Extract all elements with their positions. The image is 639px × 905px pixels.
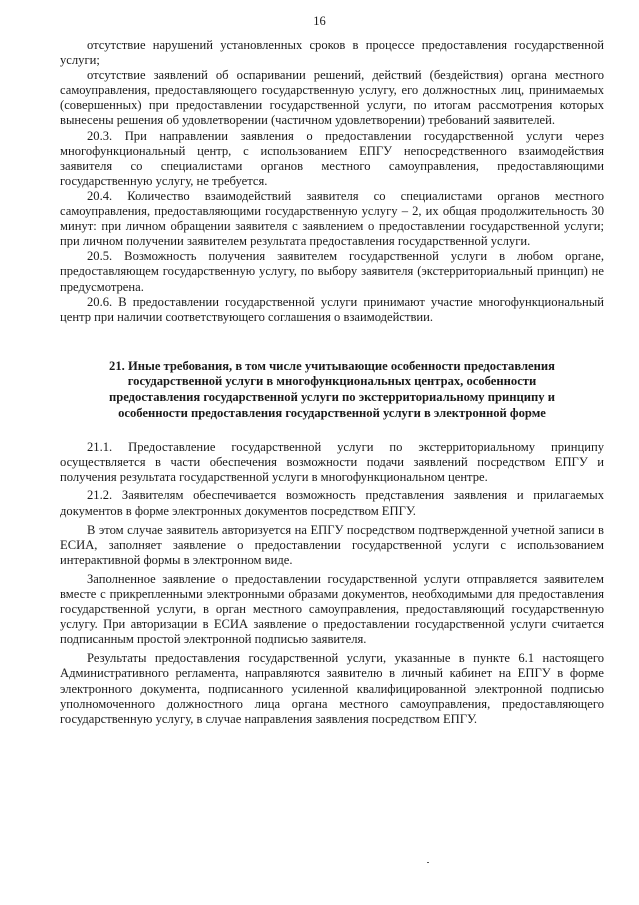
paragraph: 21.2. Заявителям обеспечивается возможность представления заявления и прилагаемых документов в форме электронных документов посредством ЕПГУ. (60, 488, 604, 518)
paragraph: отсутствие заявлений об оспаривании решений, действий (бездействия) органа местного самоуправления, предоставляющего государственную услугу, его должностных лиц, принимаемых (совершенных) при предоставлении государственной услуги, по итогам рассмотрения которых вынесены решения об удовлетворении (частичном удовлетворении) требований заявителей. (60, 68, 604, 128)
paragraph: отсутствие нарушений установленных сроков в процессе предоставления государственной услуги; (60, 38, 604, 68)
paragraph: 21.1. Предоставление государственной услуги по экстерриториальному принципу осуществляется в части обеспечения возможности подачи заявлений посредством ЕПГУ и получения результата государственной услуги в многофункциональном центре. (60, 440, 604, 485)
section-heading: 21. Иные требования, в том числе учитывающие особенности предоставления государственной услуги в многофункциональных центрах, особенности предоставления государственной услуги по экстерриториальному принципу и особенности предоставления государственной услуги в электронной форме (108, 358, 555, 420)
paragraph: 20.3. При направлении заявления о предоставлении государственной услуги через многофункциональный центр, с использованием ЕПГУ непосредственного взаимодействия заявителя со специалистами органов местного самоуправления, предоставляющими государственную услугу, не требуется. (60, 128, 604, 188)
paragraph: Заполненное заявление о предоставлении государственной услуги отправляется заявителем вместе с прикрепленными электронными образами документов, необходимыми для предоставления государственной услуги, в орган местного самоуправления, предоставляющий государственную услугу. При авторизации в ЕСИА заявление о предоставлении государственной услуги считается подписанным простой электронной подписью заявителя. (60, 571, 604, 647)
paragraph: 20.6. В предоставлении государственной услуги принимают участие многофункциональный центр при наличии соответствующего соглашения о взаимодействии. (60, 294, 604, 324)
page-number: 16 (313, 14, 326, 28)
paragraph: Результаты предоставления государственной услуги, указанные в пункте 6.1 настоящего Административного регламента, направляются заявителю в личный кабинет на ЕПГУ в форме электронного документа, подписанного усиленной квалифицированной электронной подписью уполномоченного должностного лица органа местного самоуправления, предоставляющего государственную услугу, в случае направления заявления посредством ЕПГУ. (60, 651, 604, 726)
document-body (60, 38, 604, 730)
scan-speck (427, 862, 429, 863)
paragraph: 20.5. Возможность получения заявителем государственной услуги в любом органе, предоставляющем государственную услугу, по выбору заявителя (экстерриториальный принцип) не предусмотрена. (60, 249, 604, 294)
paragraph: В этом случае заявитель авторизуется на ЕПГУ посредством подтвержденной учетной записи в ЕСИА, заполняет заявление о предоставлении государственной услуги с использованием интерактивной формы в электронном виде. (60, 522, 604, 567)
section-21-body (60, 440, 604, 727)
paragraph: 20.4. Количество взаимодействий заявителя со специалистами органов местного самоуправления, предоставляющими государственную услугу – 2, их общая продолжительность 30 минут: при личном обращении заявителя с заявлением о предоставлении государственной услуги; при личном получении заявителем результата предоставления государственной услуги. (60, 188, 604, 249)
section-20-continuation (60, 38, 604, 325)
